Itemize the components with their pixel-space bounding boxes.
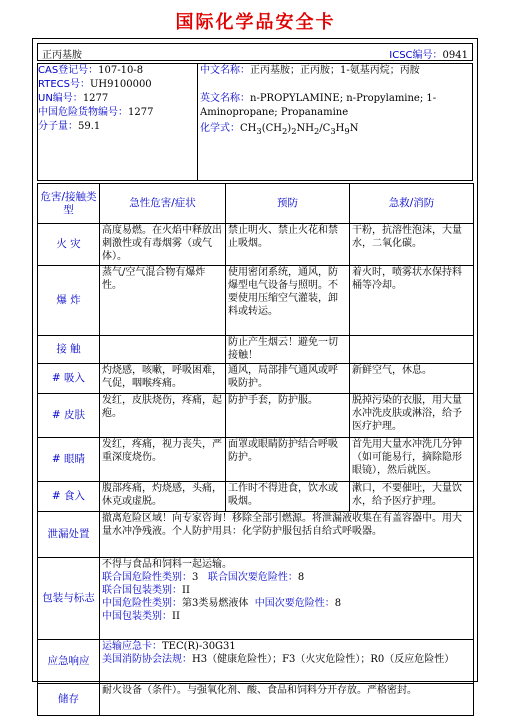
molecular-weight: 分子量：59.1 <box>38 121 101 132</box>
china-dg-number: 中国危险货物编号：1277 <box>38 107 154 118</box>
chemical-formula: 化学式：$CH_3(CH_2)_2NH_2/C_3H_9N$ <box>200 123 359 136</box>
chinese-name: 中文名称：正丙基胺；正丙胺；1-氨基丙烷；丙胺 <box>200 65 420 76</box>
identification-block <box>37 63 473 181</box>
emergency-row: 应急响应 运输应急卡：TEC(R)-30G31 美国消防协会法规：H3（健康危险性）；F3（火灾危险性）；R0（反应危险性） <box>38 640 474 684</box>
table-row: 火 灾 高度易燃。在火焰中释放出刺激性或有毒烟雾（或气体）。 禁止明火、禁止火花和禁止吸烟。 干粉，抗溶性泡沫，大量水，二氧化碳。 <box>38 224 474 266</box>
chemical-name: 正丙基胺 <box>42 50 82 61</box>
header-hazard: 急性危害/症状 <box>100 184 226 224</box>
rtecs-number: RTECS号：UH9100000 <box>38 79 152 90</box>
header-prevention: 预防 <box>226 184 350 224</box>
card-title: 国际化学品安全卡 <box>175 12 336 33</box>
table-row: # 吸入 灼烧感，咳嗽，呼吸困难，气促，咽喉疼痛。 通风，局部排气通风或呼吸防护。 新鲜空气，休息。 <box>38 364 474 394</box>
table-row: # 食入 腹部疼痛，灼烧感，头痛，休克或虚脱。 工作时不得进食，饮水或吸烟。 漱口，不要催吐，大量饮水，给予医疗护理。 <box>38 482 474 512</box>
table-header <box>38 184 474 224</box>
table-row: 爆 炸 蒸气/空气混合物有爆炸性。 使用密闭系统，通风，防爆型电气设备与照明。不要使用压缩空气灌装，卸料或转运。 着火时，喷雾状水保持料桶等冷却。 <box>38 266 474 336</box>
name-bar <box>37 43 473 61</box>
packaging-row: 包装与标志 不得与食品和饲料一起运输。 联合国危险性类别：3 联合国次要危险性：8 联合国包装类别：II 中国危险性类别：第3类易燃液体 中国次要危险性：8 中国包装类别：II <box>38 558 474 640</box>
un-number: UN编号：1277 <box>38 93 109 104</box>
hazard-table <box>37 183 474 716</box>
table-row: # 皮肤 发红，皮肤烧伤，疼痛，起疱。 防护手套，防护服。 脱掉污染的衣服，用大量水冲洗皮肤或淋浴，给予医疗护理。 <box>38 394 474 438</box>
header-type: 危害/接触类型 <box>38 184 100 224</box>
english-name: 英文名称：n-PROPYLAMINE; n-Propylamine; 1-Aminopropane; Propanamine <box>200 93 437 118</box>
safety-card <box>32 38 478 705</box>
storage-row: 储存 耐火设备（条件）。与强氧化剂、酸、食品和饲料分开存放。严格密封。 <box>38 684 474 716</box>
leak-row: 泄漏处置 撤离危险区域！向专家咨询！移除全部引燃源。将泄漏液收集在有盖容器中。用大量水冲净残液。个人防护用具：化学防护服包括自给式呼吸器。 <box>38 512 474 558</box>
table-row: 接 触 防止产生烟云！避免一切接触！ <box>38 336 474 364</box>
cas-number: CAS登记号：107-10-8 <box>38 65 144 76</box>
header-first-aid: 急救/消防 <box>350 184 474 224</box>
id-numbers <box>38 64 198 180</box>
icsc-number: ICSC编号：0941 <box>389 50 468 61</box>
chemical-names <box>200 64 470 138</box>
table-row: # 眼睛 发红，疼痛，视力丧失，严重深度烧伤。 面罩或眼睛防护结合呼吸防护。 首先用大量水冲洗几分钟（如可能易行，摘除隐形眼镜），然后就医。 <box>38 438 474 482</box>
